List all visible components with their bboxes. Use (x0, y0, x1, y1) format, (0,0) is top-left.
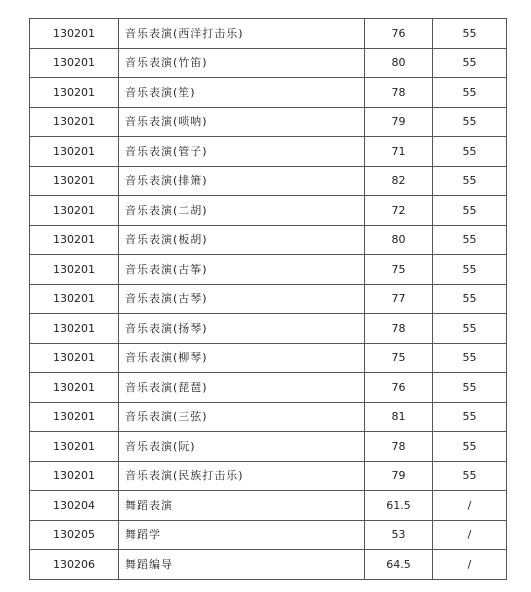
major-name-cell: 音乐表演(唢呐) (119, 107, 365, 137)
major-name-cell: 音乐表演(阮) (119, 432, 365, 462)
line-cell: 55 (433, 19, 507, 49)
major-code-cell: 130201 (30, 166, 119, 196)
line-cell: / (433, 520, 507, 550)
line-cell: 55 (433, 107, 507, 137)
table-row (30, 19, 507, 49)
score-cell: 80 (365, 225, 433, 255)
table-row (30, 225, 507, 255)
table-row (30, 491, 507, 521)
score-cell: 53 (365, 520, 433, 550)
line-cell: 55 (433, 48, 507, 78)
score-cell: 80 (365, 48, 433, 78)
line-cell: 55 (433, 461, 507, 491)
line-cell: / (433, 491, 507, 521)
line-cell: 55 (433, 255, 507, 285)
table-row (30, 314, 507, 344)
score-cell: 82 (365, 166, 433, 196)
major-code-cell: 130205 (30, 520, 119, 550)
score-cell: 75 (365, 343, 433, 373)
score-cell: 61.5 (365, 491, 433, 521)
table-row (30, 48, 507, 78)
major-name-cell: 音乐表演(竹笛) (119, 48, 365, 78)
table-row (30, 137, 507, 167)
table-row (30, 550, 507, 580)
major-code-cell: 130201 (30, 402, 119, 432)
major-code-cell: 130201 (30, 314, 119, 344)
line-cell: 55 (433, 166, 507, 196)
line-cell: 55 (433, 314, 507, 344)
major-name-cell: 音乐表演(管子) (119, 137, 365, 167)
major-name-cell: 音乐表演(古琴) (119, 284, 365, 314)
line-cell: 55 (433, 284, 507, 314)
table-row (30, 284, 507, 314)
major-code-cell: 130201 (30, 78, 119, 108)
line-cell: 55 (433, 432, 507, 462)
line-cell: 55 (433, 373, 507, 403)
score-cell: 79 (365, 461, 433, 491)
major-name-cell: 音乐表演(排箫) (119, 166, 365, 196)
score-cell: 76 (365, 373, 433, 403)
table-row (30, 402, 507, 432)
score-cell: 78 (365, 314, 433, 344)
line-cell: 55 (433, 343, 507, 373)
table-row (30, 343, 507, 373)
major-name-cell: 音乐表演(柳琴) (119, 343, 365, 373)
score-cell: 72 (365, 196, 433, 226)
major-name-cell: 音乐表演(民族打击乐) (119, 461, 365, 491)
score-cell: 78 (365, 432, 433, 462)
score-cell: 75 (365, 255, 433, 285)
line-cell: 55 (433, 78, 507, 108)
major-code-cell: 130201 (30, 19, 119, 49)
score-table (29, 18, 507, 580)
table-row (30, 78, 507, 108)
major-code-cell: 130201 (30, 373, 119, 403)
table-row (30, 461, 507, 491)
major-name-cell: 音乐表演(二胡) (119, 196, 365, 226)
table-row (30, 107, 507, 137)
score-cell: 76 (365, 19, 433, 49)
major-code-cell: 130201 (30, 48, 119, 78)
score-cell: 79 (365, 107, 433, 137)
major-code-cell: 130201 (30, 343, 119, 373)
score-table-container (29, 18, 497, 580)
major-name-cell: 音乐表演(扬琴) (119, 314, 365, 344)
line-cell: / (433, 550, 507, 580)
major-name-cell: 舞蹈编导 (119, 550, 365, 580)
score-cell: 81 (365, 402, 433, 432)
line-cell: 55 (433, 402, 507, 432)
major-code-cell: 130201 (30, 255, 119, 285)
major-name-cell: 音乐表演(西洋打击乐) (119, 19, 365, 49)
major-name-cell: 音乐表演(三弦) (119, 402, 365, 432)
line-cell: 55 (433, 196, 507, 226)
major-code-cell: 130201 (30, 225, 119, 255)
table-row (30, 432, 507, 462)
major-name-cell: 音乐表演(笙) (119, 78, 365, 108)
table-row (30, 520, 507, 550)
table-row (30, 196, 507, 226)
major-name-cell: 舞蹈表演 (119, 491, 365, 521)
major-code-cell: 130204 (30, 491, 119, 521)
score-cell: 64.5 (365, 550, 433, 580)
major-code-cell: 130201 (30, 461, 119, 491)
major-name-cell: 音乐表演(板胡) (119, 225, 365, 255)
score-table-body (30, 19, 507, 580)
major-code-cell: 130201 (30, 432, 119, 462)
table-row (30, 373, 507, 403)
score-cell: 78 (365, 78, 433, 108)
major-code-cell: 130206 (30, 550, 119, 580)
line-cell: 55 (433, 225, 507, 255)
score-cell: 71 (365, 137, 433, 167)
line-cell: 55 (433, 137, 507, 167)
major-name-cell: 音乐表演(古筝) (119, 255, 365, 285)
major-code-cell: 130201 (30, 107, 119, 137)
table-row (30, 166, 507, 196)
major-code-cell: 130201 (30, 137, 119, 167)
major-code-cell: 130201 (30, 196, 119, 226)
major-code-cell: 130201 (30, 284, 119, 314)
score-cell: 77 (365, 284, 433, 314)
major-name-cell: 舞蹈学 (119, 520, 365, 550)
major-name-cell: 音乐表演(琵琶) (119, 373, 365, 403)
table-row (30, 255, 507, 285)
